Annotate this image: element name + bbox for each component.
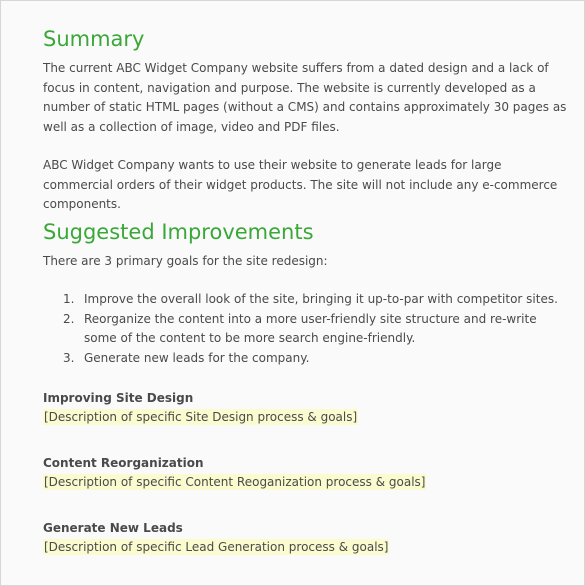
generate-leads-placeholder: [Description of specific Lead Generation process & goals] bbox=[44, 540, 389, 554]
generate-leads-heading: Generate New Leads bbox=[43, 521, 183, 535]
goals-list bbox=[43, 290, 568, 368]
goal-number: 1. bbox=[63, 292, 75, 306]
goal-text: Reorganize the content into a more user-friendly site structure and re-write some of the content to be more search engine-friendly. bbox=[84, 311, 537, 345]
goal-number: 3. bbox=[63, 350, 75, 365]
summary-paragraph-1: The current ABC Widget Company website suffers from a dated design and a lack of focus in content, navigation and purpose. The website is currently developed as a number of static HTML pages (without a CMS) and contains approximately 30 pages as well as a collection of image, video and PDF files. bbox=[43, 61, 567, 134]
goal-item bbox=[43, 310, 568, 349]
goal-number: 2. bbox=[63, 311, 75, 326]
summary-paragraph-2: ABC Widget Company wants to use their website to generate leads for large commercial orders of their widget products. The site will not include any e-commerce components. bbox=[43, 158, 558, 211]
goal-item bbox=[43, 349, 568, 369]
summary-heading: Summary bbox=[43, 27, 145, 51]
improvements-heading: Suggested Improvements bbox=[43, 220, 314, 244]
goal-text: Improve the overall look of the site, bringing it up-to-par with competitor sites. bbox=[84, 292, 558, 306]
goal-text: Generate new leads for the company. bbox=[84, 350, 310, 365]
improvements-intro: There are 3 primary goals for the site redesign: bbox=[43, 254, 328, 268]
content-reorganization-placeholder: [Description of specific Content Reoganization process & goals] bbox=[44, 475, 426, 489]
content-reorganization-heading: Content Reorganization bbox=[43, 456, 204, 470]
goal-item bbox=[43, 290, 568, 310]
site-design-placeholder: [Description of specific Site Design process & goals] bbox=[44, 410, 358, 424]
site-design-heading: Improving Site Design bbox=[43, 391, 194, 405]
